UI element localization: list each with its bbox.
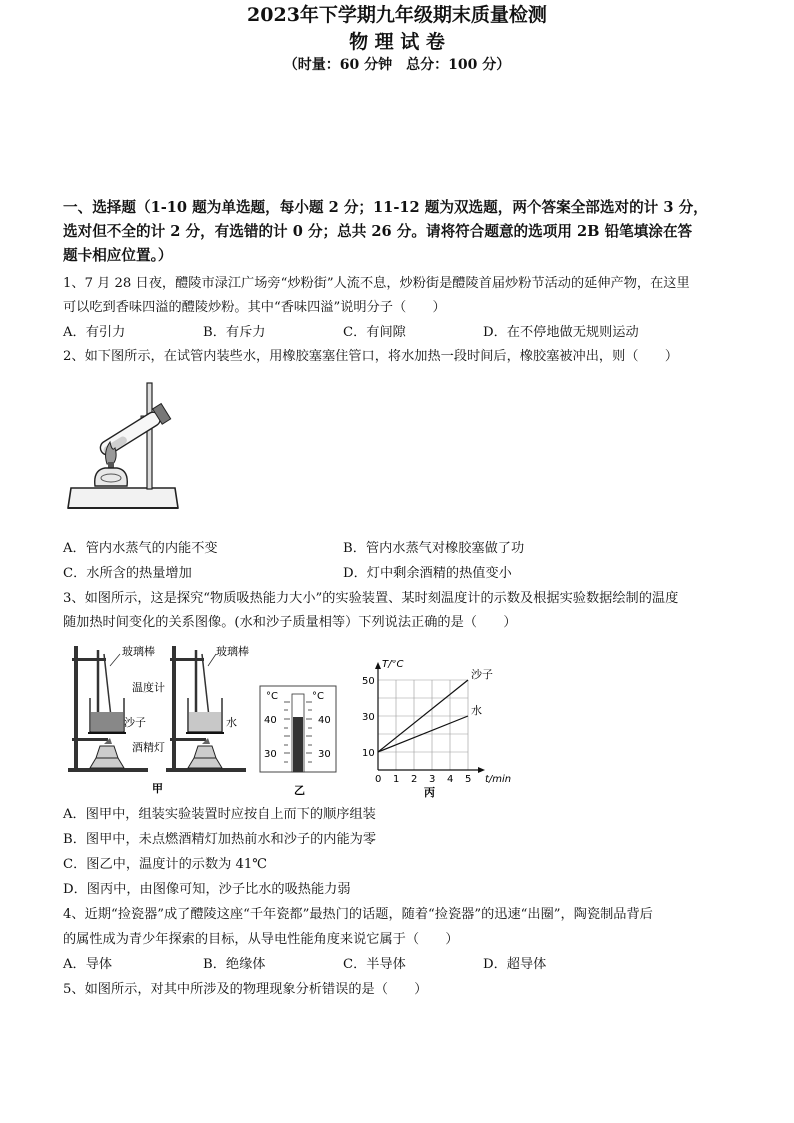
question-2-stem: 2、如下图所示，在试管内装些水，用橡胶塞塞住管口，将水加热一段时间后，橡胶塞被冲出，则（ ） bbox=[63, 349, 679, 364]
right-water bbox=[189, 712, 221, 731]
y-axis-arrow bbox=[375, 662, 381, 669]
question-3-option-c: C．图乙中，温度计的示数为 41℃ bbox=[63, 857, 268, 872]
question-2-option-c: C．水所含的热量增加 bbox=[63, 566, 192, 581]
label-glass-rod-1: 玻璃棒 bbox=[122, 645, 155, 658]
question-4-option-c: C．半导体 bbox=[343, 957, 406, 972]
label-thermometer: 温度计 bbox=[132, 681, 165, 694]
question-1-stem: 1、7 月 28 日夜，醴陵市渌江广场旁“炒粉街”人流不息，炒粉街是醴陵首届炒粉节活动的延伸产物，在这里 bbox=[63, 276, 690, 291]
question-1-option-c: C．有间隙 bbox=[343, 325, 406, 340]
unit-left: °C bbox=[266, 691, 278, 702]
page-subtitle: 物 理 试 卷 bbox=[349, 31, 445, 53]
label-water: 水 bbox=[226, 716, 237, 729]
x-axis-arrow bbox=[478, 767, 485, 773]
x-tick-label: 1 bbox=[393, 774, 400, 785]
left-lamp bbox=[90, 746, 124, 768]
label-yi: 乙 bbox=[294, 784, 305, 797]
label-glass-rod-2: 玻璃棒 bbox=[216, 645, 249, 658]
question-1-option-b: B．有斥力 bbox=[203, 325, 266, 340]
x-axis-label: t/min bbox=[485, 774, 512, 785]
question-3-stem: 随加热时间变化的关系图像。(水和沙子质量相等）下列说法正确的是（ ） bbox=[63, 615, 517, 630]
scale-40-left: 40 bbox=[264, 715, 277, 726]
thermometer-figure bbox=[258, 684, 338, 800]
question-4-option-d: D．超导体 bbox=[483, 957, 547, 972]
test-tube-apparatus-figure bbox=[63, 378, 183, 522]
question-4-option-b: B．绝缘体 bbox=[203, 957, 266, 972]
section-instruction-line: 选对但不全的计 2 分，有选错的计 0 分；总共 26 分。请将符合题意的选项用 2B 铅笔填涂在答 bbox=[63, 223, 693, 240]
y-axis-label: T/°C bbox=[382, 660, 404, 670]
question-3-option-a: A．图甲中，组装实验装置时应按自上而下的顺序组装 bbox=[63, 807, 376, 822]
y-tick-label: 30 bbox=[362, 712, 375, 723]
question-2-option-a: A．管内水蒸气的内能不变 bbox=[63, 541, 218, 556]
right-stand-rod bbox=[172, 646, 176, 770]
question-5-stem: 5、如图所示，对其中所涉及的物理现象分析错误的是（ ） bbox=[63, 982, 428, 997]
section-instruction-line: 一、选择题（1-10 题为单选题，每小题 2 分；11-12 题为双选题，两个答案全部选对的计 3 分， bbox=[63, 199, 708, 216]
heating-setup-figure bbox=[66, 640, 250, 800]
y-tick-label: 50 bbox=[362, 676, 375, 687]
right-lamp bbox=[188, 746, 222, 768]
scale-40-right: 40 bbox=[318, 715, 331, 726]
thermometer-liquid bbox=[293, 717, 303, 772]
label-jia: 甲 bbox=[152, 782, 163, 795]
question-2-option-d: D．灯中剩余酒精的热值变小 bbox=[343, 566, 512, 581]
y-tick-label: 10 bbox=[362, 748, 375, 759]
left-stand-rod bbox=[74, 646, 78, 770]
question-1-stem: 可以吃到香味四溢的醴陵炒粉。其中“香味四溢”说明分子（ ） bbox=[63, 300, 446, 315]
scale-30-left: 30 bbox=[264, 749, 277, 760]
exam-meta: （时量：60 分钟 总分：100 分） bbox=[283, 57, 511, 73]
x-tick-label: 5 bbox=[465, 774, 472, 785]
question-1-option-d: D．在不停地做无规则运动 bbox=[483, 325, 639, 340]
x-tick-label: 3 bbox=[429, 774, 436, 785]
label-bing: 丙 bbox=[424, 786, 435, 799]
label-lamp: 酒精灯 bbox=[132, 741, 165, 754]
x-tick-label: 2 bbox=[411, 774, 418, 785]
question-1-option-a: A．有引力 bbox=[63, 325, 126, 340]
page-title: 2023年下学期九年级期末质量检测 bbox=[247, 4, 547, 26]
temperature-time-chart bbox=[352, 660, 512, 800]
alcohol-lamp bbox=[95, 468, 128, 486]
section-instruction-line: 题卡相应位置。） bbox=[63, 247, 173, 264]
question-2-option-b: B．管内水蒸气对橡胶塞做了功 bbox=[343, 541, 525, 556]
x-tick-label: 0 bbox=[375, 774, 382, 785]
question-3-option-b: B．图甲中，未点燃酒精灯加热前水和沙子的内能为零 bbox=[63, 832, 377, 847]
scale-30-right: 30 bbox=[318, 749, 331, 760]
question-4-stem: 的属性成为青少年探索的目标，从导电性能角度来说它属于（ ） bbox=[63, 932, 459, 947]
lamp-wick bbox=[108, 462, 114, 468]
unit-right: °C bbox=[312, 691, 324, 702]
question-4-option-a: A．导体 bbox=[63, 957, 113, 972]
stand-rod bbox=[147, 383, 152, 489]
question-4-stem: 4、近期“捡瓷器”成了醴陵这座“千年瓷都”最热门的话题，随着“捡瓷器”的迅速“出圈”，陶瓷制品背后 bbox=[63, 907, 653, 922]
series-label: 沙子 bbox=[471, 668, 493, 681]
question-3-option-d: D．图丙中，由图像可知，沙子比水的吸热能力弱 bbox=[63, 882, 351, 897]
question-3-stem: 3、如图所示，这是探究“物质吸热能力大小”的实验装置、某时刻温度计的示数及根据实验数据绘制的温度 bbox=[63, 591, 679, 606]
series-label: 水 bbox=[471, 704, 482, 717]
left-sand bbox=[91, 712, 123, 731]
x-tick-label: 4 bbox=[447, 774, 454, 785]
stand-base bbox=[68, 488, 178, 508]
label-sand: 沙子 bbox=[124, 716, 146, 729]
